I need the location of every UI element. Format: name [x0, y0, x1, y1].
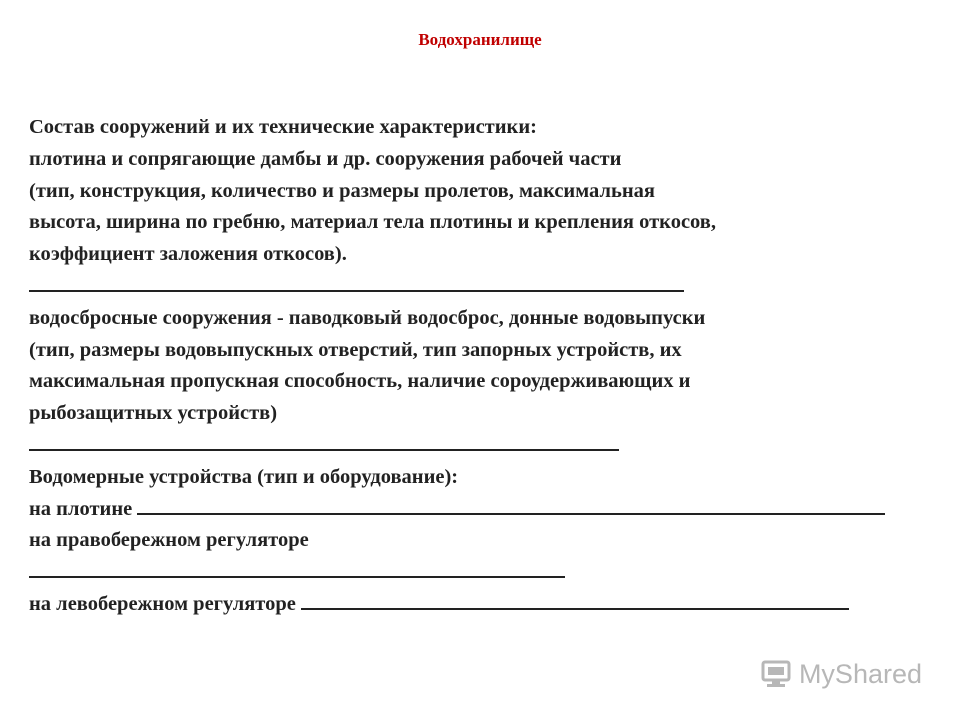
- dam-gauge-fill-line[interactable]: [137, 496, 885, 515]
- blank-line-dam[interactable]: [29, 271, 939, 303]
- text-line: максимальная пропускная способность, наличие сороудерживающих и: [29, 370, 691, 393]
- text-line: коэффициент заложения откосов).: [29, 243, 347, 266]
- dam-gauge-label: на плотине: [29, 497, 133, 520]
- text-line: Состав сооружений и их технические характеристики:: [29, 116, 537, 138]
- fill-line[interactable]: [29, 273, 684, 292]
- blank-line-spillway[interactable]: [29, 430, 939, 462]
- text-line: на правобережном регуляторе: [29, 529, 309, 552]
- text-line: плотина и сопрягающие дамбы и др. сооружения рабочей части: [29, 147, 622, 170]
- left-bank-gauge-row: [29, 589, 939, 621]
- right-bank-fill-line[interactable]: [29, 559, 565, 578]
- text-line: (тип, конструкция, количество и размеры пролетов, максимальная: [29, 179, 655, 202]
- fill-line[interactable]: [29, 432, 619, 451]
- right-bank-fill-row[interactable]: [29, 557, 939, 589]
- text-line: Водомерные устройства (тип и оборудование):: [29, 465, 459, 488]
- watermark: [759, 659, 922, 690]
- left-bank-fill-line[interactable]: [301, 591, 849, 610]
- myshared-logo-icon: [759, 660, 793, 690]
- form-body: [29, 112, 939, 621]
- text-line: рыбозащитных устройств): [29, 402, 278, 425]
- left-bank-gauge-label: на левобережном регуляторе: [29, 592, 296, 615]
- dam-gauge-row: [29, 494, 939, 526]
- watermark-text: MyShared: [798, 659, 922, 689]
- text-line: высота, ширина по гребню, материал тела плотины и крепления откосов,: [29, 211, 716, 234]
- text-line: (тип, размеры водовыпускных отверстий, тип запорных устройств, их: [29, 338, 682, 361]
- slide-title: Водохранилище: [418, 30, 542, 49]
- text-line: водосбросные сооружения - паводковый водосброс, донные водовыпуски: [29, 306, 706, 329]
